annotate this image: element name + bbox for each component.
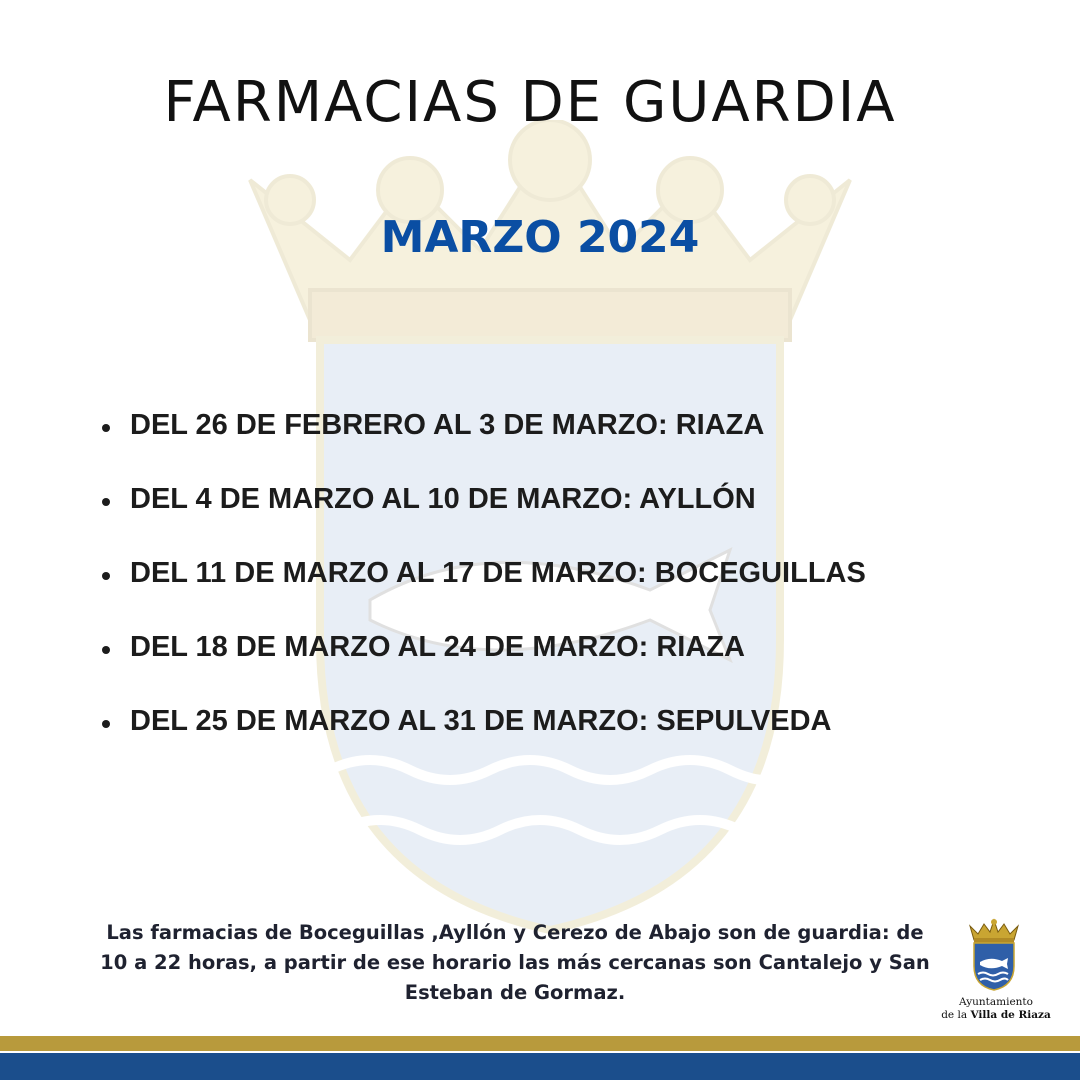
blue-stripe bbox=[0, 1053, 1080, 1080]
list-item bbox=[102, 536, 866, 610]
list-item bbox=[102, 388, 866, 462]
footnote bbox=[80, 918, 950, 1008]
footnote-line: Las farmacias de Boceguillas ,Ayllón y Cerezo de Abajo son de guardia: de bbox=[106, 921, 924, 944]
coat-of-arms-logo bbox=[966, 918, 1022, 992]
schedule-text: DEL 26 DE FEBRERO AL 3 DE MARZO: RIAZA bbox=[130, 408, 765, 441]
bullet-icon bbox=[102, 572, 110, 580]
schedule-text: DEL 18 DE MARZO AL 24 DE MARZO: RIAZA bbox=[130, 630, 745, 663]
schedule-text: DEL 25 DE MARZO AL 31 DE MARZO: SEPULVEDA bbox=[130, 704, 832, 737]
gold-stripe bbox=[0, 1036, 1080, 1051]
schedule-text: DEL 11 DE MARZO AL 17 DE MARZO: BOCEGUILLAS bbox=[130, 556, 866, 589]
schedule-text: DEL 4 DE MARZO AL 10 DE MARZO: AYLLÓN bbox=[130, 482, 756, 515]
logo-caption bbox=[936, 996, 1056, 1022]
logo-line2-name: Villa de Riaza bbox=[970, 1009, 1051, 1021]
bullet-icon bbox=[102, 720, 110, 728]
bullet-icon bbox=[102, 498, 110, 506]
bullet-icon bbox=[102, 646, 110, 654]
logo-line1: Ayuntamiento bbox=[959, 996, 1033, 1008]
bullet-icon bbox=[102, 424, 110, 432]
footnote-line: Esteban de Gormaz. bbox=[404, 981, 626, 1004]
list-item bbox=[102, 610, 866, 684]
month-subtitle: MARZO 2024 bbox=[380, 212, 700, 263]
logo-line2-prefix: de la bbox=[941, 1009, 971, 1021]
list-item bbox=[102, 684, 866, 758]
schedule-list bbox=[102, 388, 866, 758]
page-title: FARMACIAS DE GUARDIA bbox=[163, 70, 897, 135]
municipality-logo bbox=[936, 918, 1056, 1030]
footnote-line: 10 a 22 horas, a partir de ese horario las más cercanas son Cantalejo y San bbox=[100, 951, 930, 974]
list-item bbox=[102, 462, 866, 536]
